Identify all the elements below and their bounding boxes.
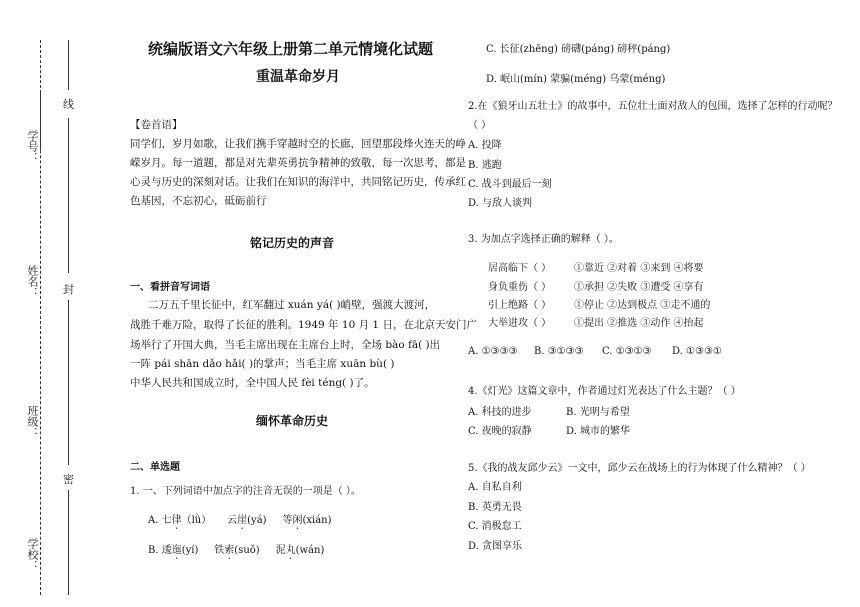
section-heading: 铭记历史的声音 [250, 236, 335, 250]
question-5: 5.《我的战友邱少云》一文中，邱少云在战场上的行为体现了什么精神？（ ） [468, 463, 811, 474]
student-id-label: 学号： [26, 130, 39, 163]
passage-line: 一阵 pái shān dǎo hǎi( )的掌声；当毛主席 xuān bù( ) [130, 358, 395, 370]
q3-choices: ①提出 ②推选 ③动作 ④抬起 [574, 318, 704, 329]
q1-option-c: C. 长征(zhēng) 磅礴(páng) 磅秤(páng) [486, 44, 671, 55]
q5-option: B. 英勇无畏 [468, 502, 522, 513]
question-2: 2.在《狼牙山五壮士》的故事中，五位壮士面对敌人的包围，选择了怎样的行动呢？ [468, 101, 838, 112]
question-3: 3. 为加点字选择正确的解释（ ）。 [468, 234, 619, 245]
q4-option: D. 城市的繁华 [566, 426, 631, 437]
q3-choices: ①靠近 ②对着 ③来到 ④将要 [574, 263, 704, 274]
q5-option: A. 自私自利 [468, 482, 522, 493]
q3-option: D. ①③③① [672, 346, 722, 357]
question-4: 4.《灯光》这篇文章中，作者通过灯光表达了什么主题？（ ） [468, 386, 741, 397]
seal-char-close: 密 [63, 473, 74, 486]
student-id-rule [40, 90, 41, 150]
passage-line: 场举行了开国大典，当毛主席出现在主席台上时，全场 bào fā( )出 [130, 339, 441, 351]
q3-option: A. ①③③③ [468, 346, 518, 357]
q5-option: D. 贪图享乐 [468, 541, 523, 552]
intro-line: 嵘岁月。每一道题，都是对先辈英勇抗争精神的致敬，每一次思考，都是 [130, 157, 466, 169]
exam-title: 统编版语文六年级上册第二单元情境化试题 [148, 40, 434, 58]
seal-char-seal: 封 [63, 283, 74, 296]
side-vertical-rule [68, 118, 69, 273]
intro-heading: 【卷首语】 [130, 119, 183, 131]
section-heading: 缅怀革命历史 [256, 414, 329, 428]
q4-option: B. 光明与希望 [566, 407, 630, 418]
passage-line: 战胜千难万险，取得了长征的胜利。1949 年 10 月 1 日，在北京天安门广 [130, 319, 477, 331]
part-heading: 一、看拼音写词语 [130, 282, 210, 293]
q2-option: A. 投降 [468, 140, 502, 151]
q3-option: B. ③①③③ [534, 346, 584, 357]
q1-option-a: A. 七律（lǜ） 云崖(yá) 等闲(xián) [148, 515, 332, 526]
class-label: 班级： [26, 405, 39, 438]
q3-word: 大举进攻（ ） [488, 318, 552, 329]
passage-line: 二万五千里长征中，红军翻过 xuán yá( )峭壁，强渡大渡河， [148, 299, 436, 311]
intro-line: 色基因，不忘初心，砥砺前行 [130, 195, 267, 207]
seal-char-line: 线 [63, 98, 74, 111]
passage-line: 中华人民共和国成立时，全中国人民 fèi téng( )了。 [130, 377, 375, 389]
part-heading: 二、单选题 [130, 462, 180, 473]
q2-option: B. 逃跑 [468, 160, 502, 171]
exam-subtitle: 重温革命岁月 [256, 69, 340, 85]
side-vertical-rule [68, 300, 69, 465]
q3-word: 身负重伤（ ） [488, 282, 552, 293]
q3-choices: ①承担 ②失败 ③遭受 ④享有 [574, 282, 704, 293]
q4-option: C. 夜晚的寂静 [468, 426, 532, 437]
q1-option-d: D. 岷山(mín) 蒙骗(méng) 乌蒙(méng) [486, 74, 666, 85]
q2-option: D. 与敌人谈判 [468, 198, 533, 209]
q5-option: C. 消极怠工 [468, 521, 522, 532]
intro-line: 同学们，岁月如歌，让我们携手穿越时空的长廊，回望那段烽火连天的峥 [130, 138, 466, 150]
q3-word: 引上绝路（ ） [488, 300, 552, 311]
q4-option: A. 科技的进步 [468, 407, 532, 418]
name-label: 姓名： [26, 265, 39, 298]
side-vertical-rule [68, 40, 69, 90]
q3-choices: ①停止 ②达到极点 ③走不通的 [574, 300, 711, 311]
question-1: 1. 一、下列词语中加点字的注音无误的一项是（ ）。 [130, 486, 361, 497]
q2-option: C. 战斗到最后一刻 [468, 179, 552, 190]
school-label: 学校： [26, 538, 39, 571]
q3-option: C. ①③①③ [602, 346, 652, 357]
q2-blank: （ ） [468, 120, 492, 131]
intro-line: 心灵与历史的深刻对话。让我们在知识的海洋中，共同铭记历史，传承红 [130, 176, 466, 188]
side-vertical-rule [68, 490, 69, 595]
q1-option-b: B. 逶迤(yí) 铁索(suǒ) 泥丸(wán) [148, 545, 325, 556]
q3-word: 居高临下（ ） [488, 263, 552, 274]
